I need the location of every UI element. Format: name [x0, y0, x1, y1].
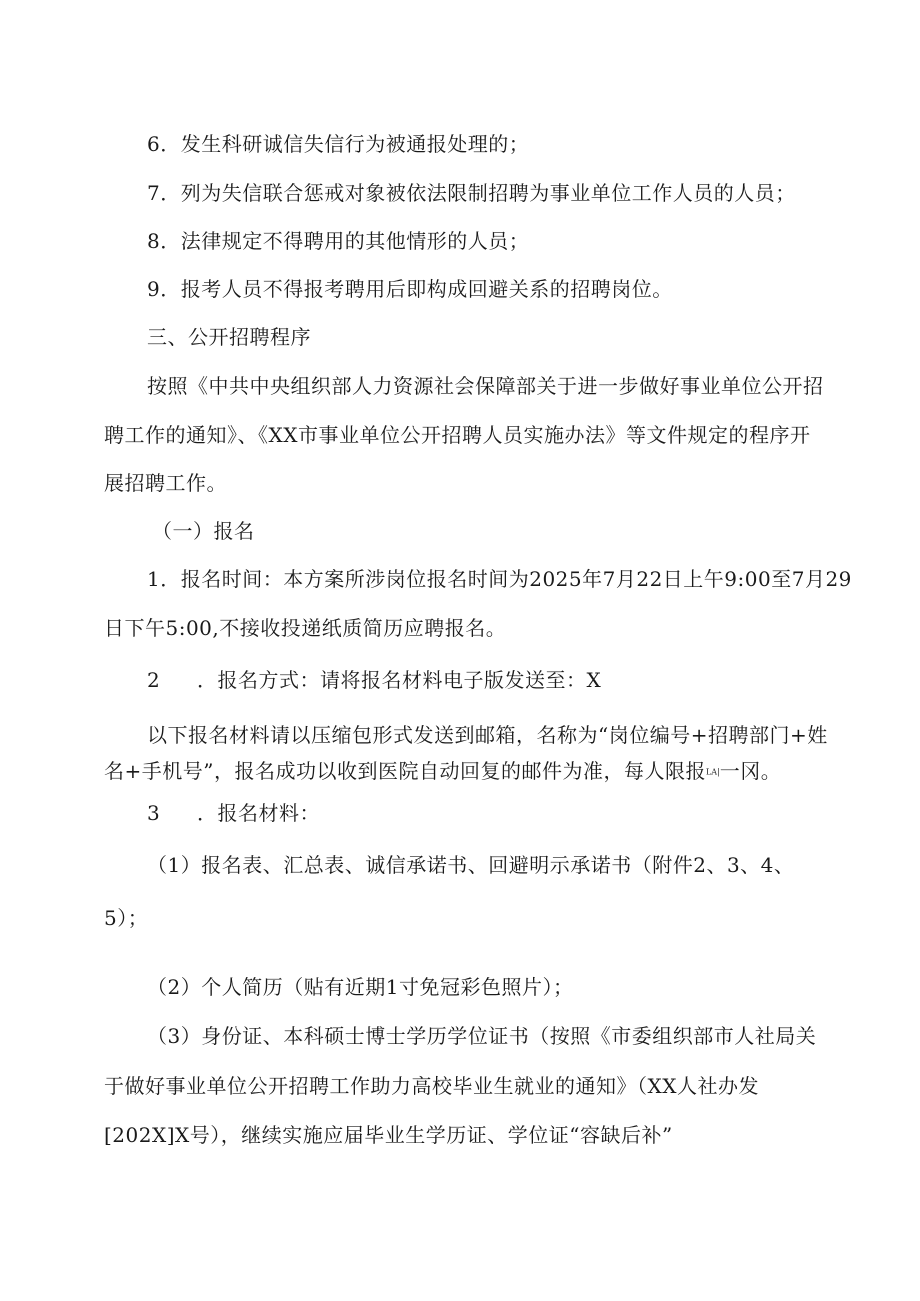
- paragraph-line: [147, 668, 601, 692]
- paragraph-line: （1）报名表、汇总表、诚信承诺书、回避明示承诺书（附件2、3、4、: [147, 853, 795, 877]
- paragraph-line: 展招聘工作。: [104, 471, 227, 495]
- paragraph-line: 日下午5:00,不接收投递纸质简历应聘报名。: [104, 616, 507, 640]
- paragraph-line: [147, 567, 852, 591]
- item-number: 1: [147, 567, 161, 591]
- list-item-9: [147, 277, 673, 301]
- item-text: ．发生科研诚信失信行为被通报处理的；: [160, 132, 530, 156]
- item-number: 9: [147, 277, 161, 301]
- item-text: ．报名时间：本方案所涉岗位报名时间为2025年7月22日上午9:00至7月29: [160, 567, 852, 591]
- paragraph-line: 按照《中共中央组织部人力资源社会保障部关于进一步做好事业单位公开招: [147, 374, 824, 398]
- list-item-6: [147, 132, 529, 156]
- item-number: 2: [147, 668, 161, 692]
- paragraph-line: 以下报名材料请以压缩包形式发送到邮箱，名称为“岗位编号+招聘部门+姓: [147, 723, 828, 747]
- subsection-heading: （一）报名: [152, 519, 255, 543]
- item-text: ．报名材料：: [197, 801, 320, 825]
- item-text: ．报考人员不得报考聘用后即构成回避关系的招聘岗位。: [160, 277, 673, 301]
- paragraph-line: [104, 759, 781, 785]
- item-number: 8: [147, 229, 161, 253]
- item-text: ．法律规定不得聘用的其他情形的人员；: [160, 229, 530, 253]
- text-run: 一冈。: [719, 759, 782, 783]
- paragraph-line: （2）个人简历（贴有近期1寸免冠彩色照片）；: [147, 975, 574, 999]
- text-run: 名+手机号”，报名成功以收到医院自动回复的邮件为准，每人限报: [104, 759, 706, 783]
- item-text: ．列为失信联合惩戒对象被依法限制招聘为事业单位工作人员的人员；: [160, 181, 796, 205]
- item-number: 7: [147, 181, 161, 205]
- paragraph-line: [147, 801, 320, 825]
- item-number: 6: [147, 132, 161, 156]
- paragraph-line: 5）；: [104, 906, 149, 930]
- section-heading: 三、公开招聘程序: [147, 325, 311, 349]
- list-item-8: [147, 229, 529, 253]
- paragraph-line: [202X]X号），继续实施应届毕业生学历证、学位证“容缺后补”: [104, 1123, 673, 1147]
- item-text: ．报名方式：请将报名材料电子版发送至：X: [197, 668, 602, 692]
- paragraph-line: （3）身份证、本科硕士博士学历学位证书（按照《市委组织部市人社局关: [147, 1024, 817, 1048]
- paragraph-line: 聘工作的通知》、《XX市事业单位公开招聘人员实施办法》等文件规定的程序开: [104, 423, 811, 447]
- list-item-7: [147, 181, 796, 205]
- small-text-run: LA|: [705, 767, 720, 777]
- paragraph-line: 于做好事业单位公开招聘工作助力高校毕业生就业的通知》（XX人社办发: [104, 1074, 759, 1098]
- item-number: 3: [147, 801, 161, 825]
